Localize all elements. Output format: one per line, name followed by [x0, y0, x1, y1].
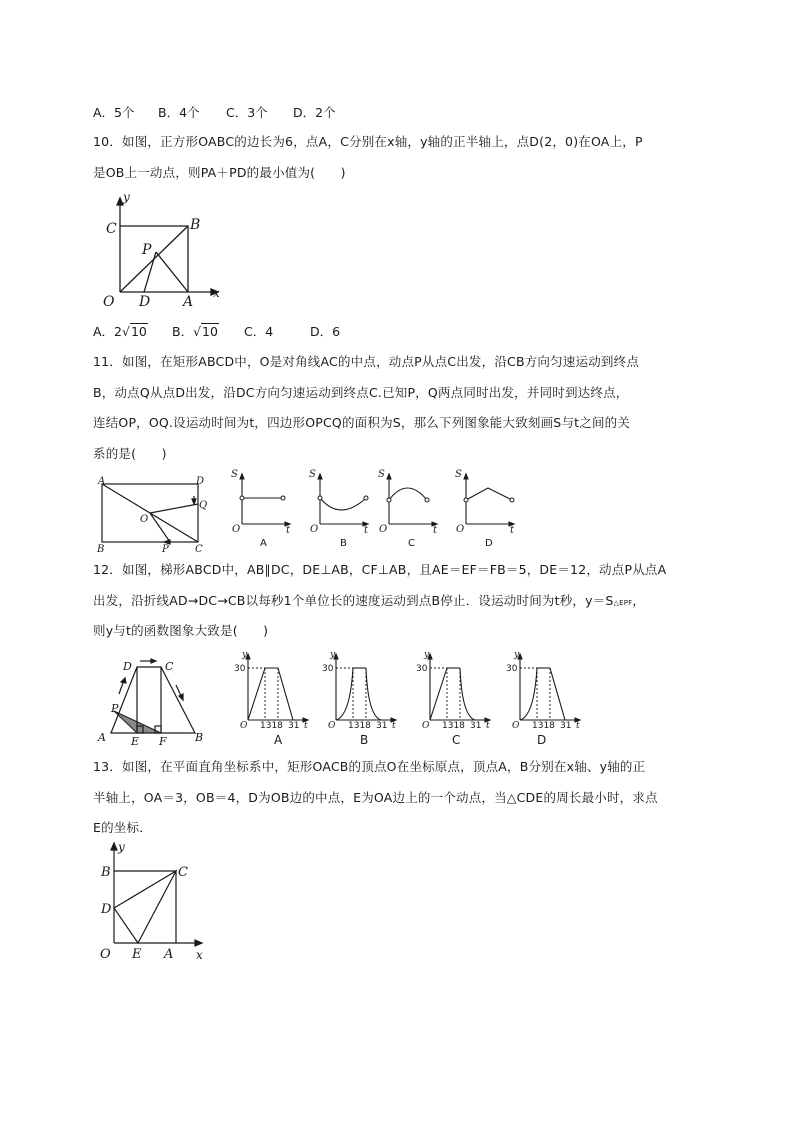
q12-graph-d-xticks: 1318	[532, 721, 555, 731]
q10-option-b	[172, 322, 219, 340]
q11-rectangle-figure	[94, 472, 214, 556]
q13-figure	[96, 838, 216, 964]
q10-label-d: D	[139, 294, 151, 310]
q10-label-x: x	[213, 286, 220, 300]
q13-text-line3: E的坐标．	[93, 820, 152, 835]
q12-graph-c-y: y	[424, 650, 430, 660]
q13-text-line2: 半轴上，OA＝3，OB＝4，D为OB边的中点，E为OA边上的一个动点，当△CDE的周长最小时，求点	[93, 790, 658, 805]
q12-graph-d-y: y	[514, 650, 520, 660]
q12-graph-c-ytick: 30	[416, 664, 428, 674]
q10-text-line2: 是OB上一动点，则PA＋PD的最小值为( )	[93, 165, 346, 180]
q11-graph-c-s: S	[378, 469, 385, 480]
q12-graph-d-name: D	[537, 733, 547, 747]
q11-graph-d	[452, 466, 518, 550]
q12-graph-b	[318, 648, 402, 748]
q11-graph-d-o: O	[456, 524, 465, 535]
q11-graph-a	[228, 466, 294, 550]
q11-graph-b-t: t	[364, 525, 369, 536]
q12-graph-d-xend: 31	[560, 721, 572, 731]
q10-label-a: A	[183, 294, 194, 310]
q12-graph-b-ytick: 30	[322, 664, 334, 674]
q10-option-b-radicand: 10	[202, 324, 218, 339]
q9-option-b: B．4个	[158, 105, 200, 120]
q12-graph-c-xend: 31	[470, 721, 482, 731]
q10-option-b-prefix: B．	[172, 324, 194, 339]
q11-text-line1: 11．如图，在矩形ABCD中，O是对角线AC的中点，动点P从点C出发，沿CB方向匀速运动到终点	[93, 354, 640, 369]
q12-graph-b-xticks: 1318	[348, 721, 371, 731]
q11-graph-a-s: S	[231, 469, 238, 480]
q10-label-b: B	[190, 217, 201, 233]
q11-text-line3: 连结OP，OQ.设运动时间为t，四边形OPCQ的面积为S，那么下列图象能大致刻画S与t之间的关	[93, 415, 631, 430]
q10-option-a	[93, 322, 148, 340]
q11-label-b: B	[97, 544, 105, 555]
q10-label-p: P	[142, 242, 152, 258]
q12-graph-d-o: O	[512, 721, 520, 731]
q13-label-b: B	[101, 865, 111, 880]
q12-label-c: C	[165, 660, 174, 673]
q11-label-d: D	[196, 476, 205, 487]
q11-graph-b-name: B	[340, 538, 347, 549]
q12-graph-a-t: t	[304, 721, 308, 731]
q12-graph-a-name: A	[274, 733, 283, 747]
q12-graph-d-ytick: 30	[506, 664, 518, 674]
q12-text-line1: 12．如图，梯形ABCD中，AB∥DC，DE⊥AB，CF⊥AB，且AE＝EF＝FB＝5，DE＝12，动点P从点A	[93, 562, 667, 577]
q11-graph-c-name: C	[408, 538, 415, 549]
q12-label-p: P	[111, 702, 119, 715]
sqrt-icon: √	[122, 324, 130, 339]
q12-label-e: E	[131, 735, 140, 748]
q12-graph-b-xend: 31	[376, 721, 388, 731]
q11-graph-c	[375, 466, 441, 550]
q11-label-o: O	[140, 514, 149, 525]
q12-text-line3: 则y与t的函数图象大致是( )	[93, 623, 269, 638]
q12-graph-a-ytick: 30	[234, 664, 246, 674]
q10-option-a-prefix: A．2	[93, 324, 123, 339]
q12-text-line2	[93, 593, 645, 611]
q13-label-a: A	[164, 947, 174, 962]
q11-label-p: P	[162, 544, 169, 555]
q11-graph-c-o: O	[379, 524, 388, 535]
q11-label-a: A	[98, 476, 106, 487]
q12-label-f: F	[159, 735, 167, 748]
q12-text-line2-end: ，	[632, 593, 646, 608]
q12-graph-a-xend: 31	[288, 721, 300, 731]
q13-text-line1: 13．如图，在平面直角坐标系中，矩形OACB的顶点O在坐标原点，顶点A，B分别在x轴、y轴的正	[93, 759, 646, 774]
q11-graph-a-name: A	[260, 538, 267, 549]
q11-graph-a-o: O	[232, 524, 241, 535]
q11-text-line4: 系的是( )	[93, 446, 167, 461]
q13-label-x: x	[196, 948, 203, 962]
q11-text-line2: B，动点Q从点D出发，沿DC方向匀速运动到终点C.已知P，Q两点同时出发，并同时到达终点，	[93, 385, 629, 400]
q10-label-y: y	[123, 190, 130, 204]
q13-label-y: y	[118, 840, 125, 854]
q12-graph-b-o: O	[328, 721, 336, 731]
sqrt-icon: √	[193, 324, 202, 339]
q13-label-o: O	[100, 947, 111, 962]
q12-label-b: B	[195, 731, 204, 744]
q12-graph-a-y: y	[242, 650, 248, 660]
q10-figure	[100, 188, 230, 313]
q13-label-d: D	[101, 902, 112, 917]
q12-text-line2-main: 出发，沿折线AD→DC→CB以每秒1个单位长的速度运动到点B停止．设运动时间为t秒，y＝S	[93, 593, 614, 608]
q10-option-a-radicand: 10	[130, 324, 147, 339]
q12-graph-b-t: t	[392, 721, 396, 731]
q9-option-c: C．3个	[226, 105, 268, 120]
q13-label-c: C	[178, 865, 188, 880]
q11-graph-c-t: t	[433, 525, 438, 536]
q12-graph-c-xticks: 1318	[442, 721, 465, 731]
q12-graph-a-o: O	[240, 721, 248, 731]
q13-label-e: E	[132, 947, 142, 962]
q11-graph-d-name: D	[485, 538, 493, 549]
q10-text-line1: 10．如图，正方形OABC的边长为6，点A，C分别在x轴，y轴的正半轴上，点D(2，0)在OA上，P	[93, 134, 643, 149]
q12-graph-d-t: t	[576, 721, 580, 731]
q11-graph-a-t: t	[286, 525, 291, 536]
q11-label-q: Q	[199, 500, 208, 511]
q9-option-d: D．2个	[293, 105, 336, 120]
q12-text-line2-sub: △EPF	[613, 599, 633, 607]
q10-label-c: C	[106, 221, 117, 237]
q12-graph-c	[412, 648, 496, 748]
q10-option-c: C．4	[244, 324, 274, 339]
q12-graph-c-t: t	[486, 721, 490, 731]
q11-label-c: C	[195, 544, 203, 555]
q10-label-o: O	[103, 294, 115, 310]
q11-graph-b-o: O	[310, 524, 319, 535]
q10-option-d: D．6	[310, 324, 341, 339]
q11-graph-d-s: S	[455, 469, 462, 480]
q9-option-a: A．5个	[93, 105, 135, 120]
q11-graph-b	[306, 466, 372, 550]
q12-graph-c-name: C	[452, 733, 461, 747]
q11-graph-d-t: t	[510, 525, 515, 536]
q12-graph-c-o: O	[422, 721, 430, 731]
q12-trapezoid-figure	[94, 652, 214, 748]
q12-label-a: A	[98, 731, 106, 744]
q12-graph-d	[502, 648, 586, 748]
q12-graph-b-name: B	[360, 733, 369, 747]
q12-graph-a	[230, 648, 314, 748]
q12-label-d: D	[123, 660, 132, 673]
q12-graph-b-y: y	[330, 650, 336, 660]
q12-graph-a-xticks: 1318	[260, 721, 283, 731]
q11-graph-b-s: S	[309, 469, 316, 480]
